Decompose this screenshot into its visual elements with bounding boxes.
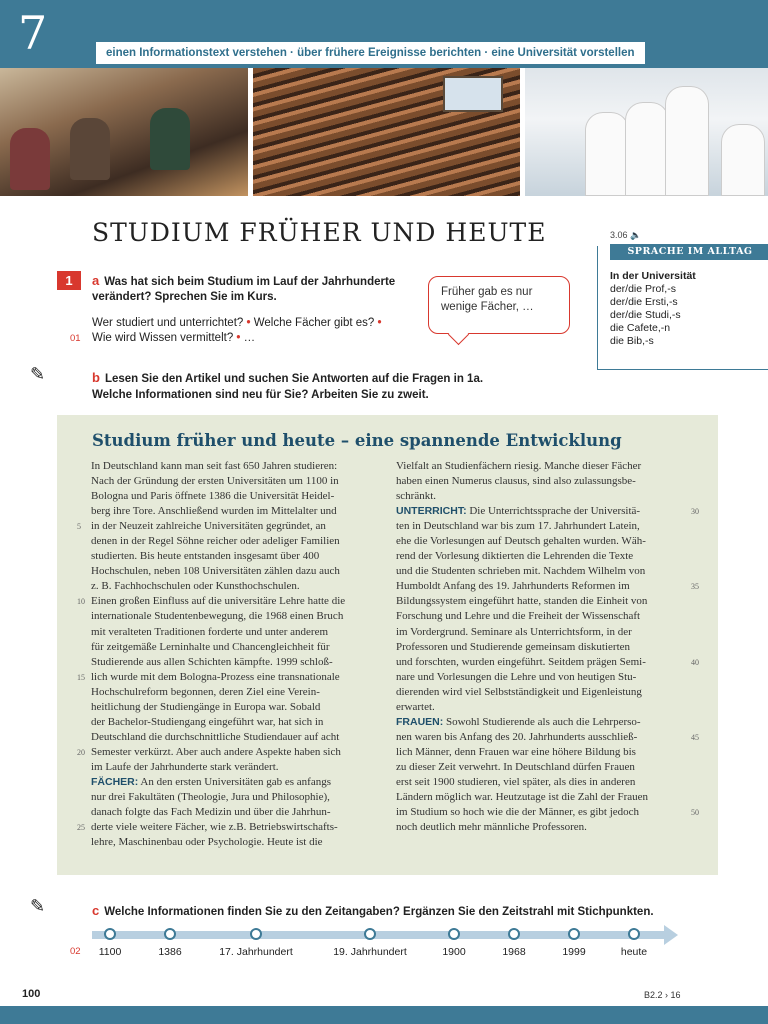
timeline-dot [448,928,460,940]
line-number: 10 [77,597,85,607]
article-line: denen in der Regel Söhne reicher oder adeliger Familien [91,535,340,548]
article-line: Humboldt Anfang des 19. Jahrhunderts Reformen im [396,580,630,593]
article-line: erwartet. [396,700,435,713]
article-line: heitlichung der Studiengänge in Europa war. Sobald [91,700,321,713]
exercise-number-badge: 1 [57,271,81,290]
chapter-header-band [0,0,768,68]
article-line: nare und Vorlesungen die Lehre und von heutigen Stu- [396,670,637,683]
line-number: 40 [691,657,699,667]
article-line: FÄCHER: An den ersten Universitäten gab es anfangs [91,775,331,788]
article-line: haben einen Numerus clausus, sind also zulassungsbe- [396,475,636,488]
timeline-label: 1968 [502,946,526,958]
audio-track[interactable]: 3.06 🔈 [610,230,642,240]
pencil-icon: ✎ [30,364,46,384]
article-line: Bildungssystem eingeführt hatte, standen die Einheit von [396,595,648,608]
line-number: 35 [691,582,699,592]
track-number: 02 [70,946,81,957]
line-number: 25 [77,823,85,833]
article-line: rend der Vorlesung diktierten die Lehrenden die Texte [396,550,634,563]
article-line: und forschten, wurden eingeführt. Seitdem prägen Semi- [396,655,646,668]
timeline-label: 1386 [158,946,182,958]
article-line: FRAUEN: Sowohl Studierende als auch die Lehrperso- [396,715,641,728]
line-number: 30 [691,507,699,517]
article-line: erst seit 1900 studieren, viel später, als dies in anderen [396,775,636,788]
article-column-left [91,459,379,850]
article-keyword: FÄCHER: [91,775,139,788]
timeline-dot [164,928,176,940]
chapter-objectives: einen Informationstext verstehen · über frühere Ereignisse berichten · eine Universität vorstellen [96,42,645,64]
timeline-label: 1900 [442,946,466,958]
article-line: für zeitgemäße Lerninhalte und Chancengleichheit für [91,640,330,653]
article-keyword: UNTERRICHT: [396,505,467,518]
article-line: in der Neuzeit zahlreiche Universitäten gegründet, an [91,520,326,533]
timeline-label: 19. Jahrhundert [333,946,407,958]
article-line: im Laufe der Jahrhunderte stark verändert. [91,760,279,773]
timeline-label: 17. Jahrhundert [219,946,293,958]
exercise-letter-a: a [92,273,100,288]
speech-bubble: Früher gab es nur wenige Fächer, … [428,276,570,334]
article-keyword: FRAUEN: [396,715,444,728]
sidebar-subheading: In der Universität [610,270,696,282]
article-line: UNTERRICHT: Die Unterrichtssprache der Universitä- [396,505,641,518]
article-title: Studium früher und heute – eine spannende Entwicklung [92,431,622,450]
article-line: danach folgte das Fach Medizin und über die Jahrhun- [91,806,331,819]
article-line: Bologna und Paris öffnete 1386 die Universität Heidel- [91,490,335,503]
article-line: im Vordergrund. Seminare als Unterrichtsform, in der [396,625,632,638]
article-line: ten in Deutschland war bis zum 17. Jahrhundert Latein, [396,520,640,533]
sidebar-heading: SPRACHE IM ALLTAG [610,244,768,260]
footer-band [0,1006,768,1024]
speaker-icon: 🔈 [630,230,642,240]
article-line: ehe die Vorlesungen auf Deutsch gehalten wurden. Wäh- [396,535,646,548]
page-number: 100 [22,988,41,1000]
timeline-label: heute [620,946,648,958]
timeline [92,928,684,942]
photo-lecture-hall [253,68,520,196]
article-line: nen waren bis Anfang des 20. Jahrhunderts ausschließ- [396,730,638,743]
article-line: Vielfalt an Studienfächern riesig. Manche dieser Fächer [396,460,642,472]
article-line: zu dieser Zeit verwehrt. In Deutschland dürfen Frauen [396,760,635,773]
sidebar-item: der/die Prof,-s [610,283,676,295]
timeline-label: 1999 [562,946,586,958]
article-line: In Deutschland kann man seit fast 650 Jahren studieren: [91,460,338,472]
timeline-dot [628,928,640,940]
timeline-dot [250,928,262,940]
article-line: schränkt. [396,490,437,503]
photo-strip [0,68,768,196]
article-line: berg ihre Tore. Anschließend wurden im Mittelalter und [91,505,337,518]
timeline-dot [104,928,116,940]
article-line: dierenden wird viel Selbstständigkeit und Eigenleistung [396,685,642,698]
article-line: der Bachelor-Studiengang eingeführt war, hat sich in [91,715,324,728]
article-line: Deutschland die durchschnittliche Studiendauer auf acht [91,730,340,743]
article-box [57,415,718,875]
exercise-letter-c: c [92,903,100,918]
article-line: Forschung und Lehre und die Freiheit der Wissenschaft [396,610,641,623]
sidebar-body [610,270,696,348]
article-line: Einen großen Einfluss auf die universitäre Lehre hatte die [91,595,346,608]
article-line: im Studium so hoch wie die der Männer, es gibt jedoch [396,806,640,819]
line-number: 50 [691,808,699,818]
article-line: mit veralteten Traditionen forderte und unter anderem [91,625,329,638]
article-line: Hochschulreform begonnen, deren Ziel eine Verein- [91,685,320,698]
timeline-dot [568,928,580,940]
line-number: 20 [77,747,85,757]
page-title: STUDIUM FRÜHER UND HEUTE [92,218,547,247]
line-number: 45 [691,732,699,742]
article-line: noch deutlich mehr männliche Professoren. [396,821,587,834]
chapter-number: 7 [18,6,48,60]
article-line: Ländern möglich war. Heutzutage ist die Zahl der Frauen [396,791,648,804]
sidebar-item: der/die Ersti,-s [610,296,678,308]
timeline-label: 1100 [98,946,122,958]
timeline-dot [508,928,520,940]
article-line: Professoren und Studierende gemeinsam diskutierten [396,640,631,653]
article-column-right [396,459,686,835]
timeline-dot [364,928,376,940]
article-line: internationale Studentenbewegung, die 1968 einen Bruch [91,610,344,623]
photo-students-lounge [0,68,248,196]
line-number: 15 [77,672,85,682]
sidebar-item: die Cafete,-n [610,322,671,334]
page-reference: B2.2 › 16 [644,990,681,1000]
sidebar-item: der/die Studi,-s [610,309,681,321]
exercise-1a-instruction: a Was hat sich beim Studium im Lauf der Jahrhunderte verändert? Sprechen Sie im Kurs. [92,273,396,303]
article-line: Studierende aus allen Schichten kämpfte. 1999 schloß- [91,655,333,668]
article-line: lich Männer, denn Frauen war eine höhere Bildung bis [396,745,636,758]
article-line: studierten. Bis heute entstanden insgesamt über 400 [91,550,320,563]
article-line: Semester verkürzt. Aber auch andere Aspekte haben sich [91,745,341,758]
line-number: 5 [77,522,81,532]
track-number: 01 [70,333,81,344]
article-line: z. B. Fachhochschulen oder Kunsthochschulen. [91,580,300,593]
exercise-1b-instruction: b Lesen Sie den Artikel und suchen Sie Antworten auf die Fragen in 1a. Welche Informationen sind neu für Sie? Arbeiten Sie zu zweit. [92,370,484,401]
timeline-arrow [664,925,678,945]
article-line: lehre, Maschinenbau oder Psychologie. Heute ist die [91,836,323,849]
article-line: Nach der Gründung der ersten Universitäten um 1100 in [91,475,339,488]
exercise-1a-questions: Wer studiert und unterrichtet? • Welche Fächer gibt es? • Wie wird Wissen vermittelt? • … [92,317,382,344]
exercise-1c-instruction: c Welche Informationen finden Sie zu den Zeitangaben? Ergänzen Sie den Zeitstrahl mit Stichpunkten. [92,903,654,918]
timeline-bar [92,931,670,939]
article-line: derte viele weitere Fächer, wie z.B. Betriebswirtschafts- [91,821,338,834]
article-line: Hochschulen, neben 108 Universitäten zählen dazu auch [91,565,340,578]
exercise-letter-b: b [92,370,100,385]
article-line: und die Studenten schrieben mit. Nachdem Wilhelm von [396,565,646,578]
article-line: nur drei Fakultäten (Theologie, Jura und Philosophie), [91,791,330,804]
pencil-icon: ✎ [30,896,46,916]
sidebar-item: die Bib,-s [610,335,654,347]
article-line: lich wurde mit dem Bologna-Prozess eine transnationale [91,670,340,683]
photo-laboratory [525,68,768,196]
